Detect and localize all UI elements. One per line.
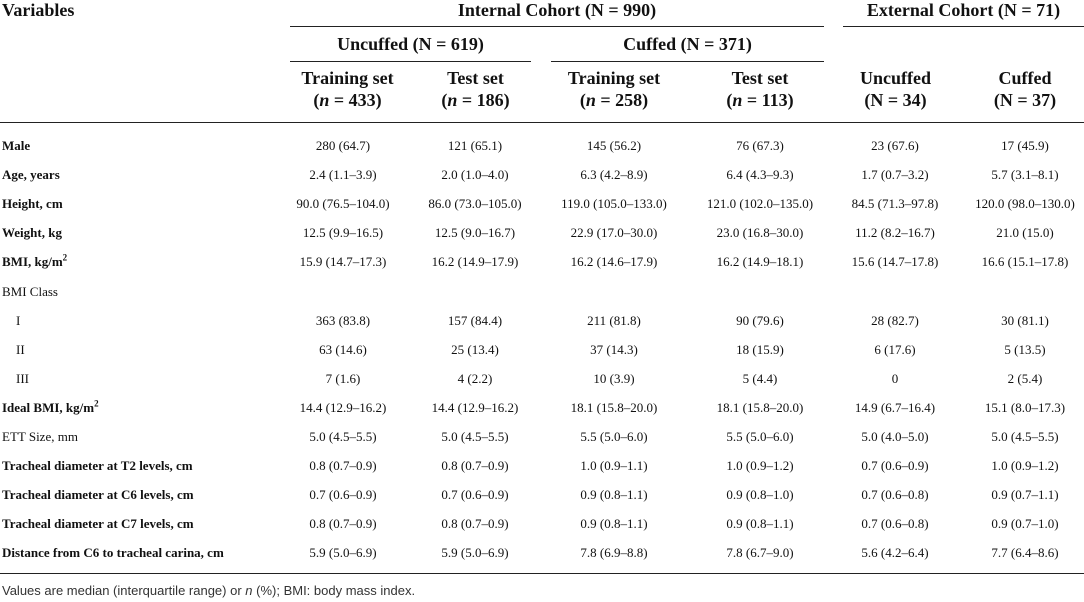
table-cell: 76 (67.3) (736, 138, 784, 153)
table-cell: 5.5 (5.0–6.0) (726, 429, 794, 444)
table-row (0, 277, 1084, 306)
col-header-internal-uncuffed-test (418, 67, 533, 111)
internal-cohort-rule (290, 26, 824, 27)
table-bottom-rule (0, 573, 1084, 574)
row-label (16, 335, 25, 364)
table-row (0, 509, 1084, 538)
table-cell: 15.1 (8.0–17.3) (984, 399, 1066, 415)
col-header-n-label: n (319, 90, 330, 110)
table-cell: 14.9 (6.7–16.4) (854, 399, 936, 415)
table-cell: 7.8 (6.7–9.0) (726, 545, 794, 561)
table-cell: 1.0 (0.9–1.2) (726, 458, 794, 474)
header-internal-cohort: Internal Cohort (N = 990) (457, 0, 657, 20)
table-cell: 0.9 (0.8–1.1) (580, 516, 648, 532)
table-cell: 16.2 (14.6–17.9) (570, 254, 658, 270)
table-cell (273, 277, 413, 306)
table-cell: 157 (84.4) (447, 312, 503, 328)
row-label (16, 306, 20, 335)
table-row (0, 451, 1084, 480)
table-row (0, 480, 1084, 509)
table-cell: 0.7 (0.6–0.9) (441, 487, 509, 503)
row-label (2, 189, 63, 218)
header-external-cohort: External Cohort (N = 71) (866, 0, 1061, 20)
row-label (2, 160, 60, 189)
row-label (2, 480, 194, 509)
table-cell: 0.8 (0.7–0.9) (441, 516, 509, 532)
col-header-count: (N = 37) (993, 90, 1057, 110)
table-cell: 6 (17.6) (874, 341, 916, 357)
col-header-external-uncuffed (843, 67, 948, 111)
footnote-text-end: (%); BMI: body mass index. (252, 583, 416, 598)
col-header-n-label: n (585, 90, 596, 110)
col-header-external-cuffed (965, 67, 1084, 111)
col-header-n-value: = 186) (457, 90, 510, 110)
row-label-text: BMI Class (2, 283, 58, 299)
row-label-text: Male (2, 138, 31, 153)
header-cuffed-group: Cuffed (N = 371) (623, 34, 752, 54)
footnote-italic: n (245, 583, 253, 598)
table-cell: 120.0 (98.0–130.0) (975, 196, 1075, 212)
table-cell: 18.1 (15.8–20.0) (570, 399, 658, 415)
row-label (2, 247, 67, 276)
table-cell: 16.6 (15.1–17.8) (981, 254, 1069, 270)
table-cell: 30 (81.1) (1001, 312, 1049, 328)
table-cell: 15.9 (14.7–17.3) (299, 254, 387, 270)
table-cell: 16.2 (14.9–18.1) (716, 254, 804, 270)
row-label-text: Tracheal diameter at C7 levels, cm (2, 516, 194, 532)
col-header-n-value: = 258) (595, 90, 649, 110)
table-cell: 90.0 (76.5–104.0) (296, 196, 390, 212)
table-cell: 5.5 (5.0–6.0) (580, 429, 648, 444)
table-row (0, 335, 1084, 364)
table-row (0, 189, 1084, 218)
table-row (0, 393, 1084, 422)
table-cell: 0 (891, 370, 899, 386)
table-cell: 7.8 (6.9–8.8) (580, 545, 648, 561)
table-cell: 0.9 (0.7–1.1) (991, 487, 1059, 503)
table-cell: 0.9 (0.8–1.1) (726, 516, 794, 532)
table-footnote (2, 583, 415, 598)
col-header-count: (n = 113) (726, 90, 794, 110)
table-cell: 90 (79.6) (736, 312, 784, 328)
table-row (0, 538, 1084, 567)
table-cell: 5.0 (4.5–5.5) (441, 429, 509, 444)
table-cell: 63 (14.6) (319, 341, 367, 357)
table-row (0, 218, 1084, 247)
table-cell: 121.0 (102.0–135.0) (706, 196, 814, 212)
table-cell: 7.7 (6.4–8.6) (991, 545, 1059, 561)
row-label (2, 393, 99, 422)
col-header-n-value: = 113) (742, 90, 794, 110)
col-header-title: Training set (567, 68, 661, 88)
table-cell: 18.1 (15.8–20.0) (716, 399, 804, 415)
table-cell: 0.9 (0.7–1.0) (991, 516, 1059, 532)
table-cell: 211 (81.8) (587, 312, 641, 328)
table-cell: 5.9 (5.0–6.9) (309, 545, 377, 561)
col-header-title: Uncuffed (860, 68, 931, 88)
col-header-count: (n = 186) (441, 90, 510, 110)
table-cell: 119.0 (105.0–133.0) (561, 196, 667, 212)
col-header-count: (N = 34) (864, 90, 927, 110)
table-cell: 23 (67.6) (871, 138, 919, 153)
table-cell: 37 (14.3) (590, 341, 638, 357)
row-label-text: Ideal BMI, kg/m (2, 399, 95, 415)
col-header-internal-cuffed-test (700, 67, 820, 111)
table-cell: 5.7 (3.1–8.1) (991, 167, 1059, 183)
table-cell: 0.8 (0.7–0.9) (441, 458, 509, 474)
row-label-text: II (16, 341, 25, 357)
table-row (0, 364, 1084, 393)
table-cell: 280 (64.7) (315, 138, 371, 153)
col-header-n-label: n (447, 90, 458, 110)
table-cell: 15.6 (14.7–17.8) (851, 254, 939, 270)
table-cell (955, 277, 1084, 306)
table-cell: 2.4 (1.1–3.9) (309, 167, 377, 183)
table-cell: 22.9 (17.0–30.0) (570, 225, 658, 241)
table-cell: 1.0 (0.9–1.1) (580, 458, 648, 474)
table-cell: 14.4 (12.9–16.2) (431, 399, 519, 415)
row-label (2, 422, 78, 451)
table-cell: 5.9 (5.0–6.9) (441, 545, 509, 561)
cuffed-group-rule (551, 61, 824, 62)
table-cell: 6.4 (4.3–9.3) (726, 167, 794, 183)
table-cell: 23.0 (16.8–30.0) (716, 225, 804, 241)
table-cell (825, 277, 965, 306)
table-cell: 14.4 (12.9–16.2) (299, 399, 387, 415)
col-header-title: Cuffed (998, 68, 1052, 88)
col-header-n-value: = 433) (329, 90, 382, 110)
table-cell: 5.0 (4.5–5.5) (991, 429, 1059, 444)
row-label-superscript: 2 (62, 253, 68, 264)
table-row (0, 306, 1084, 335)
table-cell: 121 (65.1) (447, 138, 503, 153)
uncuffed-group-rule (290, 61, 531, 62)
table-cell: 145 (56.2) (586, 138, 642, 153)
table-cell: 1.7 (0.7–3.2) (861, 167, 929, 183)
col-header-count: (n = 258) (579, 90, 649, 110)
table-cell: 5.0 (4.5–5.5) (309, 429, 377, 444)
table-cell: 12.5 (9.0–16.7) (434, 225, 516, 241)
table-cell: 5 (13.5) (1004, 341, 1046, 357)
row-label-text: Distance from C6 to tracheal carina, cm (2, 545, 224, 561)
table-cell: 0.9 (0.8–1.0) (726, 487, 794, 503)
table-cell: 0.7 (0.6–0.9) (861, 458, 929, 474)
table-cell: 0.7 (0.6–0.8) (861, 516, 929, 532)
row-label-text: Weight, kg (2, 225, 62, 241)
table-cell: 0.7 (0.6–0.8) (861, 487, 929, 503)
table-cell: 0.8 (0.7–0.9) (309, 516, 377, 532)
table-cell: 4 (2.2) (457, 370, 493, 386)
table-cell (405, 277, 545, 306)
row-label-text: III (16, 370, 29, 386)
row-label (2, 131, 30, 160)
col-header-count: (n = 433) (313, 90, 382, 110)
row-label-text: ETT Size, mm (2, 429, 78, 444)
row-label-text: Tracheal diameter at T2 levels, cm (2, 458, 193, 474)
table-cell: 6.3 (4.2–8.9) (580, 167, 648, 183)
row-label-text: BMI, kg/m (2, 254, 63, 270)
row-label (2, 538, 224, 567)
col-header-title: Test set (447, 68, 504, 88)
footnote-text: Values are median (interquartile range) or (2, 583, 246, 598)
table-cell: 1.0 (0.9–1.2) (991, 458, 1059, 474)
table-cell: 2.0 (1.0–4.0) (441, 167, 509, 183)
col-header-title: Training set (301, 68, 394, 88)
table-row (0, 160, 1084, 189)
table-cell: 363 (83.8) (315, 312, 371, 328)
table-cell: 12.5 (9.9–16.5) (302, 225, 384, 241)
row-label (2, 451, 193, 480)
row-label-text: Height, cm (2, 196, 63, 212)
row-label (2, 218, 62, 247)
table-cell (544, 277, 684, 306)
table-cell: 0.9 (0.8–1.1) (580, 487, 648, 503)
table-cell: 86.0 (73.0–105.0) (428, 196, 522, 212)
row-label-superscript: 2 (94, 398, 99, 409)
col-header-n-label: n (732, 90, 743, 110)
row-label (2, 277, 58, 306)
table-cell: 17 (45.9) (1001, 138, 1049, 153)
external-cohort-rule (843, 26, 1084, 27)
table-row (0, 422, 1084, 451)
table-cell: 84.5 (71.3–97.8) (851, 196, 939, 212)
header-uncuffed-group: Uncuffed (N = 619) (337, 34, 484, 54)
row-label (2, 509, 194, 538)
table-cell: 5 (4.4) (742, 370, 778, 386)
table-cell: 5.6 (4.2–6.4) (861, 545, 929, 561)
col-header-internal-uncuffed-training (290, 67, 405, 111)
table-cell: 0.7 (0.6–0.9) (309, 487, 377, 503)
row-label-text: Age, years (2, 167, 60, 183)
row-label-text: I (16, 312, 21, 328)
row-label (16, 364, 29, 393)
table-cell: 2 (5.4) (1007, 370, 1043, 386)
header-bottom-rule (0, 122, 1084, 123)
table-cell: 5.0 (4.0–5.0) (861, 429, 929, 444)
header-variables: Variables (2, 0, 75, 20)
table-row (0, 131, 1084, 160)
table-cell: 11.2 (8.2–16.7) (855, 225, 935, 241)
table-cell: 18 (15.9) (736, 341, 784, 357)
table-cell: 25 (13.4) (451, 341, 499, 357)
table-cell: 16.2 (14.9–17.9) (431, 254, 519, 270)
table-cell (690, 277, 830, 306)
table-cell: 0.8 (0.7–0.9) (309, 458, 377, 474)
table-cell: 7 (1.6) (325, 370, 361, 386)
table-cell: 21.0 (15.0) (996, 225, 1054, 241)
col-header-internal-cuffed-training (551, 67, 677, 111)
table-row (0, 247, 1084, 276)
row-label-text: Tracheal diameter at C6 levels, cm (2, 487, 194, 503)
col-header-title: Test set (731, 68, 789, 88)
table-cell: 28 (82.7) (871, 312, 919, 328)
table-cell: 10 (3.9) (593, 370, 635, 386)
